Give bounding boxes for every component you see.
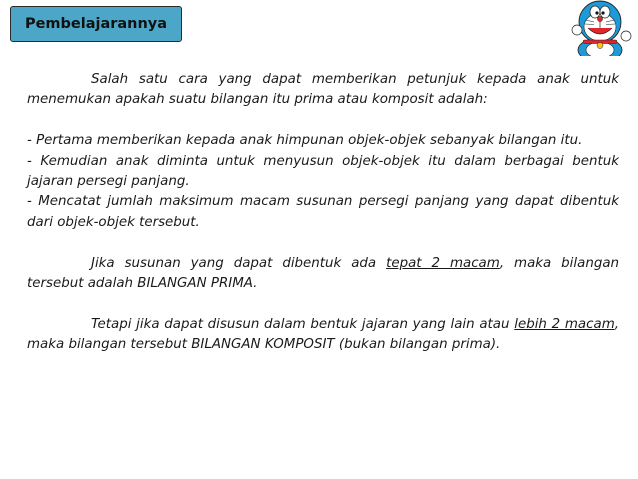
composite-text-after: , maka bilangan tersebut BILANGAN KOMPOSIT (bukan bilangan prima). [27, 316, 619, 353]
step-1: - Pertama memberikan kepada anak himpunan objek-objek sebanyak bilangan itu. [27, 133, 583, 149]
prime-emphasis: tepat 2 macam [386, 255, 500, 271]
doraemon-mascot-icon [566, 0, 638, 56]
lesson-content [27, 70, 619, 356]
composite-paragraph [27, 315, 619, 356]
prime-paragraph [27, 254, 619, 295]
intro-paragraph: Salah satu cara yang dapat memberikan petunjuk kepada anak untuk menemukan apakah suatu bilangan itu prima atau komposit adalah: [27, 72, 619, 108]
prime-text-before: Jika susunan yang dapat dibentuk ada [91, 255, 387, 271]
composite-emphasis: lebih 2 macam [514, 316, 615, 332]
composite-text-before: Tetapi jika dapat disusun dalam bentuk jajaran yang lain atau [91, 316, 515, 332]
prime-text-after: , maka bilangan tersebut adalah BILANGAN PRIMA. [27, 255, 620, 292]
page-title: Pembelajarannya [24, 16, 168, 32]
step-3: - Mencatat jumlah maksimum macam susunan persegi panjang yang dapat dibentuk dari objek-objek tersebut. [27, 194, 619, 230]
step-2: - Kemudian anak diminta untuk menyusun objek-objek itu dalam berbagai bentuk jajaran persegi panjang. [27, 153, 619, 190]
title-tab [10, 6, 182, 42]
